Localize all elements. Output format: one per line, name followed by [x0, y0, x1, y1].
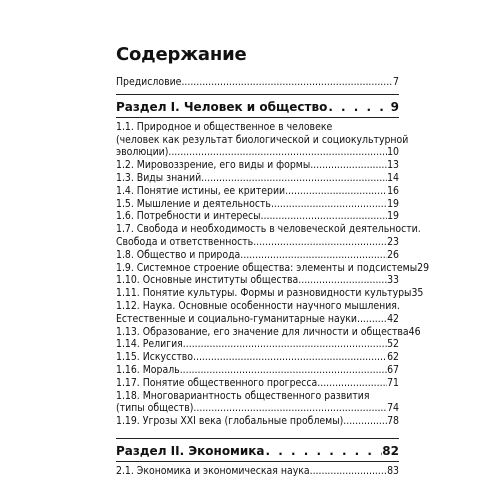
toc-entry-page: 74: [387, 402, 399, 415]
toc-entry-text: 1.2. Мировоззрение, его виды и формы: [116, 159, 311, 172]
toc-entry-page: 7: [393, 76, 399, 88]
dot-leader: [265, 443, 383, 459]
toc-entry-page: 62: [387, 351, 399, 364]
toc-entry-text: 1.17. Понятие общественного прогресса: [116, 376, 318, 389]
toc-entry[interactable]: [116, 120, 409, 159]
toc-entry-text: 1.19. Угрозы XXI века (глобальные проблемы): [116, 415, 344, 428]
toc-entry-page: 19: [387, 197, 399, 210]
page-title: Содержание: [116, 44, 247, 65]
toc-entry-text: 2.1. Экономика и экономическая наука: [116, 464, 310, 477]
toc-entry-line: [116, 274, 399, 287]
toc-entry-line: [116, 185, 399, 198]
dot-leader: [201, 172, 387, 185]
toc-entry-text: эволюции): [116, 146, 169, 159]
toc-entry-line: [116, 364, 399, 377]
dot-leader: [168, 146, 387, 159]
toc-entry-text: Естественные и социально-гуманитарные науки: [116, 312, 357, 325]
dot-leader: [183, 338, 387, 351]
dot-leader: [298, 274, 387, 287]
toc-entry-page: 46: [408, 325, 421, 338]
toc-entry[interactable]: [116, 198, 399, 211]
section-1-entries: [116, 120, 430, 428]
toc-entry-text: Предисловие: [116, 76, 182, 88]
toc-entry-line: [116, 210, 399, 223]
dot-leader: [253, 236, 387, 249]
toc-entry-text: 1.13. Образование, его значение для личности и общества: [116, 325, 409, 338]
dot-leader: [181, 76, 393, 89]
toc-entry-text-line: 1.7. Свобода и необходимость в человеческой деятельности.: [116, 223, 421, 236]
toc-entry[interactable]: [116, 351, 399, 364]
section-heading-page: 9: [390, 99, 399, 114]
section-heading-text: Раздел I. Человек и общество: [116, 99, 328, 114]
toc-entry-line: [116, 325, 421, 339]
toc-entry-text: Свобода и ответственность: [116, 235, 254, 248]
toc-entry-text-line: (человек как результат биологической и социокультурной: [116, 133, 409, 146]
toc-entry-line: [116, 402, 399, 415]
section-heading-page: 82: [382, 443, 399, 458]
dot-leader: [343, 415, 387, 428]
toc-entry[interactable]: [116, 465, 399, 478]
toc-entry[interactable]: [116, 249, 399, 262]
toc-entry-text: 1.10. Основные институты общества: [116, 274, 299, 287]
toc-entry-page: 67: [387, 363, 399, 376]
toc-entry-page: 52: [387, 338, 399, 351]
toc-entry-line: [116, 313, 399, 326]
dot-leader: [261, 210, 388, 223]
toc-entry-line: [116, 261, 430, 275]
toc-entry-page: 83: [387, 464, 399, 477]
toc-entry[interactable]: [116, 274, 399, 287]
dot-leader: [193, 402, 387, 415]
dot-leader: [271, 198, 387, 211]
toc-entry-line: [116, 236, 399, 249]
dot-leader: [240, 249, 387, 262]
toc-entry-text-line: 1.1. Природное и общественное в человеке: [116, 120, 333, 133]
toc-entry-text: 1.6. Потребности и интересы: [116, 210, 261, 223]
toc-entry-line: [116, 159, 399, 172]
toc-entry-text-line: 1.12. Наука. Основные особенности научного мышления.: [116, 299, 400, 312]
toc-entry[interactable]: [116, 325, 421, 339]
toc-entry[interactable]: [116, 185, 399, 198]
section-divider: [116, 94, 399, 95]
toc-entry[interactable]: [116, 300, 399, 326]
toc-entry-line: [116, 415, 399, 428]
toc-entry-line: [116, 377, 399, 390]
toc-entry-line: [116, 146, 399, 159]
toc-entry-text: 1.5. Мышление и деятельность: [116, 197, 271, 210]
toc-entry[interactable]: [116, 364, 399, 377]
toc-entry-line: [116, 249, 399, 262]
section-divider: [116, 438, 399, 439]
toc-entry-text: 1.8. Общество и природа: [116, 248, 241, 261]
toc-entry-text: (типы обществ): [116, 402, 194, 415]
toc-entry[interactable]: [116, 261, 430, 275]
dot-leader: [310, 465, 387, 478]
toc-entry[interactable]: [116, 287, 424, 300]
section-heading-2[interactable]: [116, 443, 399, 459]
toc-entry-text: 1.14. Религия: [116, 338, 183, 351]
dot-leader: [180, 364, 387, 377]
toc-entry[interactable]: [116, 415, 399, 428]
toc-entry-text: 1.16. Мораль: [116, 363, 180, 376]
toc-entry-page: 14: [387, 171, 399, 184]
dot-leader: [193, 351, 387, 364]
toc-entry-line: [116, 287, 424, 300]
toc-entry-page: 33: [387, 274, 399, 287]
toc-entry-text-line: 1.18. Многовариантность общественного развития: [116, 389, 370, 402]
dot-leader: [357, 313, 387, 326]
toc-entry-page: 29: [417, 261, 430, 274]
toc-entry-page: 78: [387, 415, 399, 428]
toc-entry-page: 26: [387, 248, 399, 261]
dot-leader: [285, 185, 387, 198]
toc-entry-preface[interactable]: [116, 76, 399, 89]
toc-entry-line: [116, 351, 399, 364]
section-2-entries: [116, 465, 399, 478]
toc-entry-page: 10: [387, 146, 399, 159]
toc-entry-text: 1.9. Системное строение общества: элементы и подсистемы: [116, 261, 418, 274]
toc-entry-text: 1.3. Виды знаний: [116, 171, 202, 184]
toc-entry[interactable]: [116, 172, 399, 185]
toc-entry-text: 1.11. Понятие культуры. Формы и разновидности культуры: [116, 287, 412, 300]
toc-entry-text: 1.4. Понятие истины, ее критерии: [116, 184, 286, 197]
toc-entry-line: [116, 465, 399, 478]
toc-entry[interactable]: [116, 390, 399, 416]
toc-entry-line: [116, 198, 399, 211]
toc-entry-page: 19: [387, 210, 399, 223]
toc-entry[interactable]: [116, 159, 399, 172]
toc-entry-line: [116, 172, 399, 185]
toc-entry-page: 35: [411, 287, 424, 300]
dot-leader: [317, 377, 387, 390]
toc-entry[interactable]: [116, 377, 399, 390]
toc-entry-page: 23: [387, 235, 399, 248]
section-heading-1[interactable]: [116, 99, 399, 115]
dot-leader: [327, 99, 390, 115]
table-of-contents: [116, 76, 430, 478]
toc-entry-page: 42: [387, 312, 399, 325]
toc-entry-page: 13: [387, 159, 399, 172]
section-heading-text: Раздел II. Экономика: [116, 443, 265, 458]
toc-entry-page: 16: [387, 184, 399, 197]
toc-entry[interactable]: [116, 338, 399, 351]
dot-leader: [310, 159, 387, 172]
toc-entry-line: [116, 338, 399, 351]
toc-entry[interactable]: [116, 210, 399, 223]
toc-entry-page: 71: [387, 376, 399, 389]
toc-entry[interactable]: [116, 223, 421, 249]
toc-entry-text: 1.15. Искусство: [116, 351, 194, 364]
